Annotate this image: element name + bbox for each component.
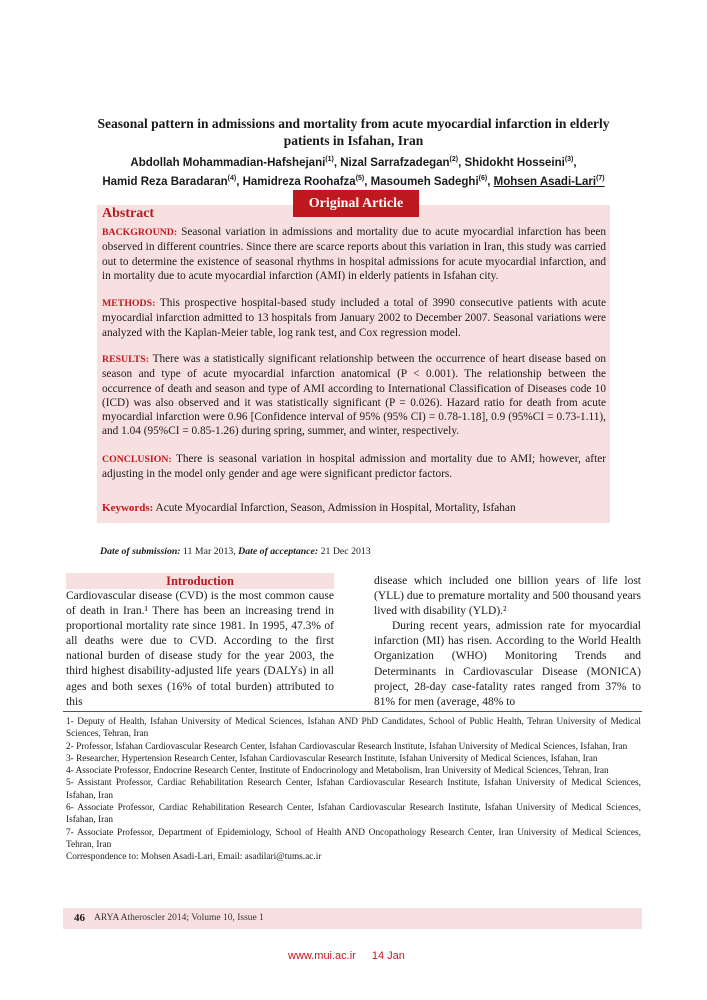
intro-paragraph-1: Cardiovascular disease (CVD) is the most common cause of death in Iran.¹ There has been an increasing trend in proportional mortality rate since 1981. In 1995, 47.3% of all deaths were due to CVD. According to the first national burden of disease study for the year 2003, the third highest disability-adjusted life years (DALYs) in all ages and both sexes (16% of total burden) attributed to this: [66, 590, 334, 708]
abstract-methods: [102, 296, 606, 340]
author-affiliation-mark: (4): [227, 174, 237, 182]
intro-left-column: [66, 589, 334, 710]
correspondence: Correspondence to: Mohsen Asadi-Lari, Email: asadilari@tums.ac.ir: [66, 852, 322, 863]
website-stamp: [288, 950, 421, 962]
author-name: Hamidreza Roohafza$^{(5)}$: [242, 174, 365, 188]
article-type-badge: Original Article: [293, 190, 419, 217]
keywords-label: Keywords:: [102, 502, 154, 514]
author-name: Shidokht Hosseini$^{(3)}$: [464, 156, 574, 169]
author-affiliation-mark: (5): [355, 174, 365, 182]
conclusion-label: CONCLUSION:: [102, 454, 172, 465]
submission-date: 11 Mar 2013: [183, 546, 234, 557]
author-list: [80, 152, 627, 190]
footnote: 5- Assistant Professor, Cardiac Rehabilitation Research Center, Isfahan Cardiovascular Research Institute, Isfahan University of Medical Sciences, Isfahan, Iran: [66, 778, 641, 801]
intro-right-column: [374, 574, 641, 710]
results-label: RESULTS:: [102, 354, 150, 365]
results-text: There was a statistically significant relationship between the occurrence of heart disease based on season and type of acute myocardial infarction anatomical (P < 0.001). The relationship between the occurrence of death and season and type of AMI according to International Classification of Diseases code 10 (ICD) was also observed and it was statistically significant (P = 0.026). Hazard ratio for death from acute myocardial infarction were 0.96 [Confidence interval of 95% (95% CI) = 0.78-1.18], 0.9 (95%CI = 0.73-1.11), and 1.04 (95%CI = 0.85-1.26) during spring, summer, and winter, respectively.: [102, 353, 607, 438]
author-name: Nizal Sarrafzadegan$^{(2)}$: [340, 156, 459, 169]
background-label: BACKGROUND:: [102, 227, 178, 238]
abstract-conclusion: [102, 452, 606, 482]
author-affiliation-mark: (2): [449, 156, 459, 163]
abstract-results: [102, 352, 606, 439]
footnote: 6- Associate Professor, Cardiac Rehabilitation Research Center, Isfahan Cardiovascular Research Institute, Isfahan University of Medical Sciences, Isfahan, Iran: [66, 803, 641, 826]
methods-text: This prospective hospital-based study included a total of 3990 consecutive patients with acute myocardial infarction admitted to 13 hospitals from January 2002 to December 2007. Seasonal variations were analyzed with the Kaplan-Meier table, log rank test, and Cox regression model.: [102, 297, 607, 339]
intro-paragraph-3: During recent years, admission rate for myocardial infarction (MI) has risen. According to the World Health Organization (WHO) Monitoring Trends and Determinants in Cardiovascular Disease (MONICA) project, 28-day case-fatality rates ranged from 37% to 81% for men (average, 48% to: [374, 620, 641, 708]
author-name: Hamid Reza Baradaran$^{(4)}$: [102, 174, 237, 188]
page-number: 46: [74, 912, 85, 924]
author-affiliation-mark: (1): [325, 156, 334, 163]
methods-label: METHODS:: [102, 298, 156, 309]
keywords: [102, 502, 606, 514]
background-text: Seasonal variation in admissions and mortality due to acute myocardial infarction has been observed in different countries. Since there are scarce reports about this variation in Iran, this study was carried out to determine the existence of seasonal rhythms in hospital admissions for acute myocardial infarction, and in mortality due to acute myocardial infarction (AMI) in elderly patients in Isfahan city.: [102, 226, 607, 282]
author-affiliation-mark: (6): [478, 174, 488, 182]
author-affiliation-mark: (7): [596, 174, 605, 182]
footnote: 7- Associate Professor, Department of Epidemiology, School of Health AND Oncopathology Research Center, Iran University of Medical Sciences, Tehran, Iran: [66, 827, 641, 850]
submission-label: Date of submission:: [100, 546, 181, 557]
footnote-divider: [63, 711, 642, 712]
author-name: Mohsen Asadi-Lari$^{(7)}$: [493, 174, 605, 188]
footnote: 2- Professor, Isfahan Cardiovascular Research Center, Isfahan Cardiovascular Research Institute, Isfahan University of Medical Sciences, Isfahan, Iran: [66, 741, 628, 752]
acceptance-label: Date of acceptance:: [238, 546, 319, 557]
affiliation-footnotes: [66, 716, 641, 864]
author-name: Abdollah Mohammadian-Hafshejani$^{(1)}$: [130, 156, 334, 169]
website-link[interactable]: www.mui.ac.ir: [288, 950, 356, 962]
introduction-heading: Introduction: [66, 573, 334, 589]
journal-info: ARYA Atheroscler 2014; Volume 10, Issue 1: [94, 913, 264, 923]
intro-paragraph-2: disease which included one billion years of life lost (YLL) due to premature mortality and 500 thousand years lived with disability (YLD).²: [374, 575, 641, 618]
acceptance-date: 21 Dec 2013: [320, 546, 371, 557]
conclusion-text: There is seasonal variation in hospital admission and mortality due to AMI; however, after adjusting in the model only gender and age were significant predictor factors.: [102, 453, 606, 481]
keywords-text: Acute Myocardial Infarction, Season, Admission in Hospital, Mortality, Isfahan: [155, 502, 516, 514]
footnote: 1- Deputy of Health, Isfahan University of Medical Sciences, Isfahan AND PhD Candidates, School of Public Health, Tehran University of Medical Sciences, Tehran, Iran: [66, 717, 641, 740]
footnote: 3- Researcher, Hypertension Research Center, Isfahan Cardiovascular Research Institute, Isfahan University of Medical Sciences, Isfahan, Iran: [66, 753, 598, 764]
article-title: Seasonal pattern in admissions and mortality from acute myocardial infarction in elderly patients in Isfahan, Iran: [97, 116, 610, 148]
author-name: Masoumeh Sadeghi$^{(6)}$: [370, 174, 488, 188]
web-date: 14 Jan: [371, 950, 405, 962]
abstract-heading: Abstract: [102, 206, 155, 221]
footnote: 4- Associate Professor, Endocrine Research Center, Institute of Endocrinology and Metabolism, Iran University of Medical Sciences, Tehran, Iran: [66, 766, 609, 777]
author-line-2: Hamid Reza Baradaran$^{(4)}$, Hamidreza Roohafza$^{(5)}$, Masoumeh Sadeghi$^{(6)}$, Mohsen Asadi-Lari$^{(7)}$: [102, 174, 605, 188]
author-affiliation-mark: (3): [564, 156, 574, 163]
author-line-1: Abdollah Mohammadian-Hafshejani$^{(1)}$, Nizal Sarrafzadegan$^{(2)}$, Shidokht Hosseini$^{(3)}$,: [130, 156, 577, 169]
abstract-background: [102, 225, 606, 283]
submission-dates: Date of submission: 11 Mar 2013, Date of acceptance: 21 Dec 2013: [100, 546, 371, 557]
